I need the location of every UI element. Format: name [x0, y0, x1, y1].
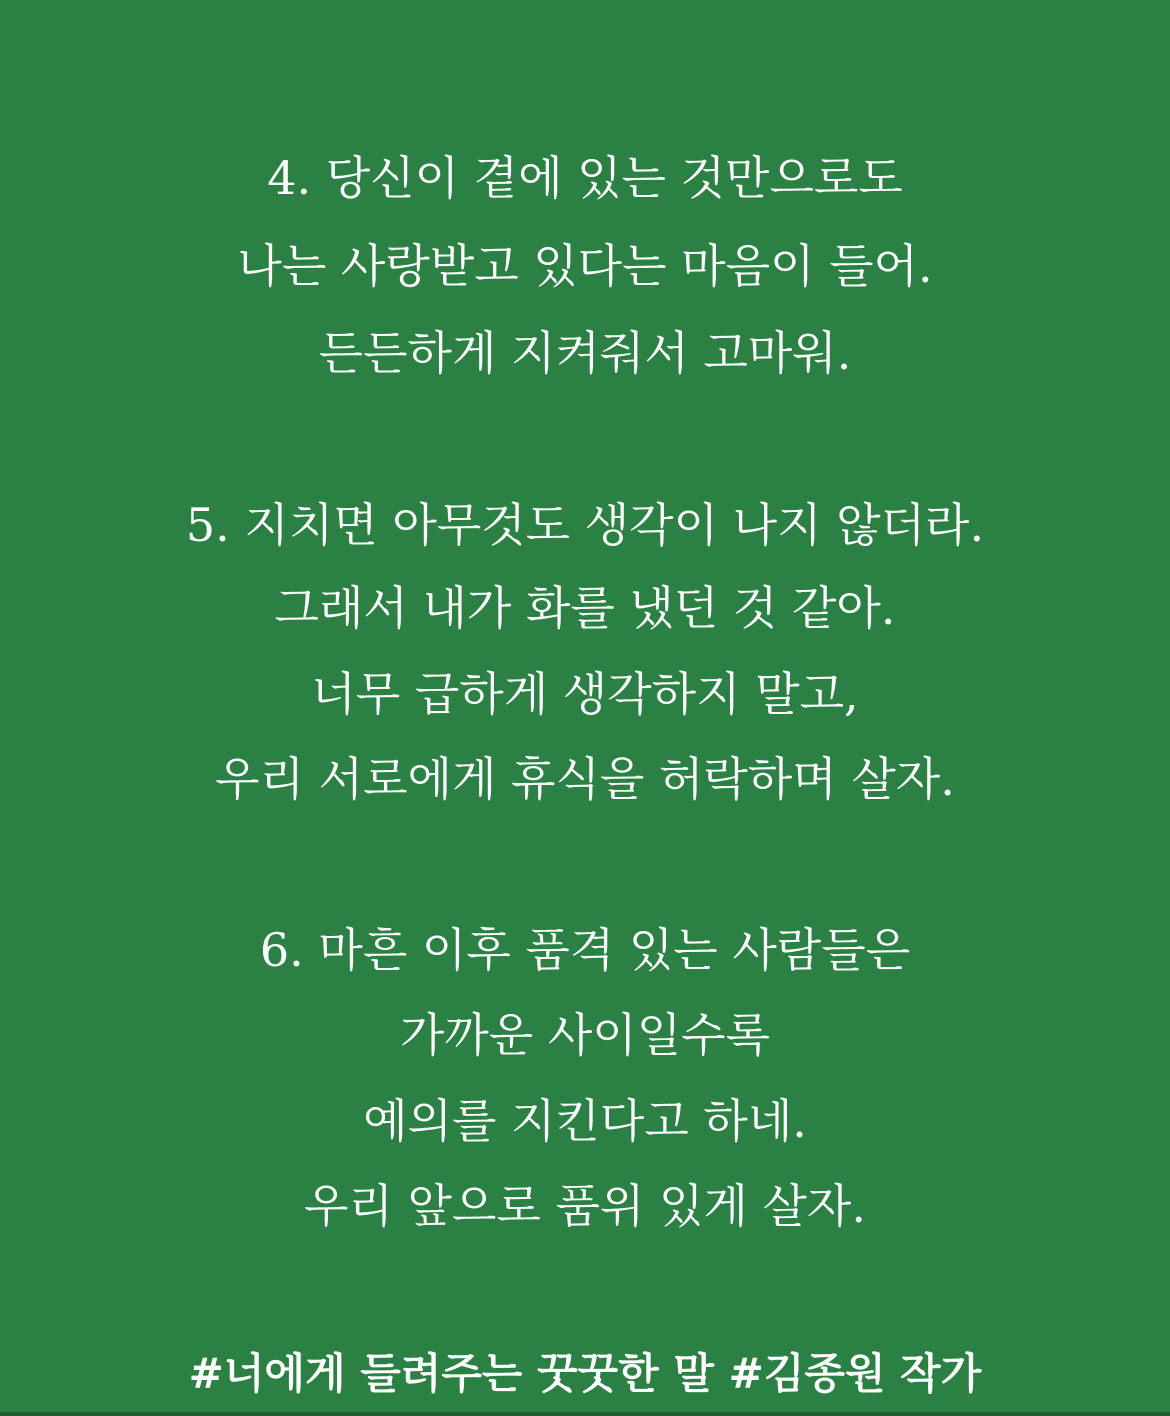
section-5-line-4: 우리 서로에게 휴식을 허락하며 살자. [215, 752, 955, 806]
bottom-divider [0, 1412, 1170, 1416]
section-5-line-1: 5. 지치면 아무것도 생각이 나지 않더라. [185, 498, 985, 552]
section-6-line-2: 가까운 사이일수록 [399, 1008, 771, 1062]
section-6-line-1: 6. 마흔 이후 품격 있는 사람들은 [259, 923, 911, 977]
section-6-line-3: 예의를 지킨다고 하네. [363, 1094, 807, 1148]
section-4-line-2: 나는 사랑받고 있다는 마음이 들어. [237, 239, 933, 293]
section-5-line-2: 그래서 내가 화를 냈던 것 같아. [274, 581, 896, 635]
hashtags: #너에게 들려주는 꿋꿋한 말 #김종원 작가 [188, 1349, 982, 1398]
section-4-line-1: 4. 당신이 곁에 있는 것만으로도 [267, 151, 903, 205]
section-4-line-3: 든든하게 지켜줘서 고마워. [318, 326, 852, 380]
section-5-line-3: 너무 급하게 생각하지 말고, [311, 667, 859, 721]
section-6-line-4: 우리 앞으로 품위 있게 살자. [304, 1179, 866, 1233]
